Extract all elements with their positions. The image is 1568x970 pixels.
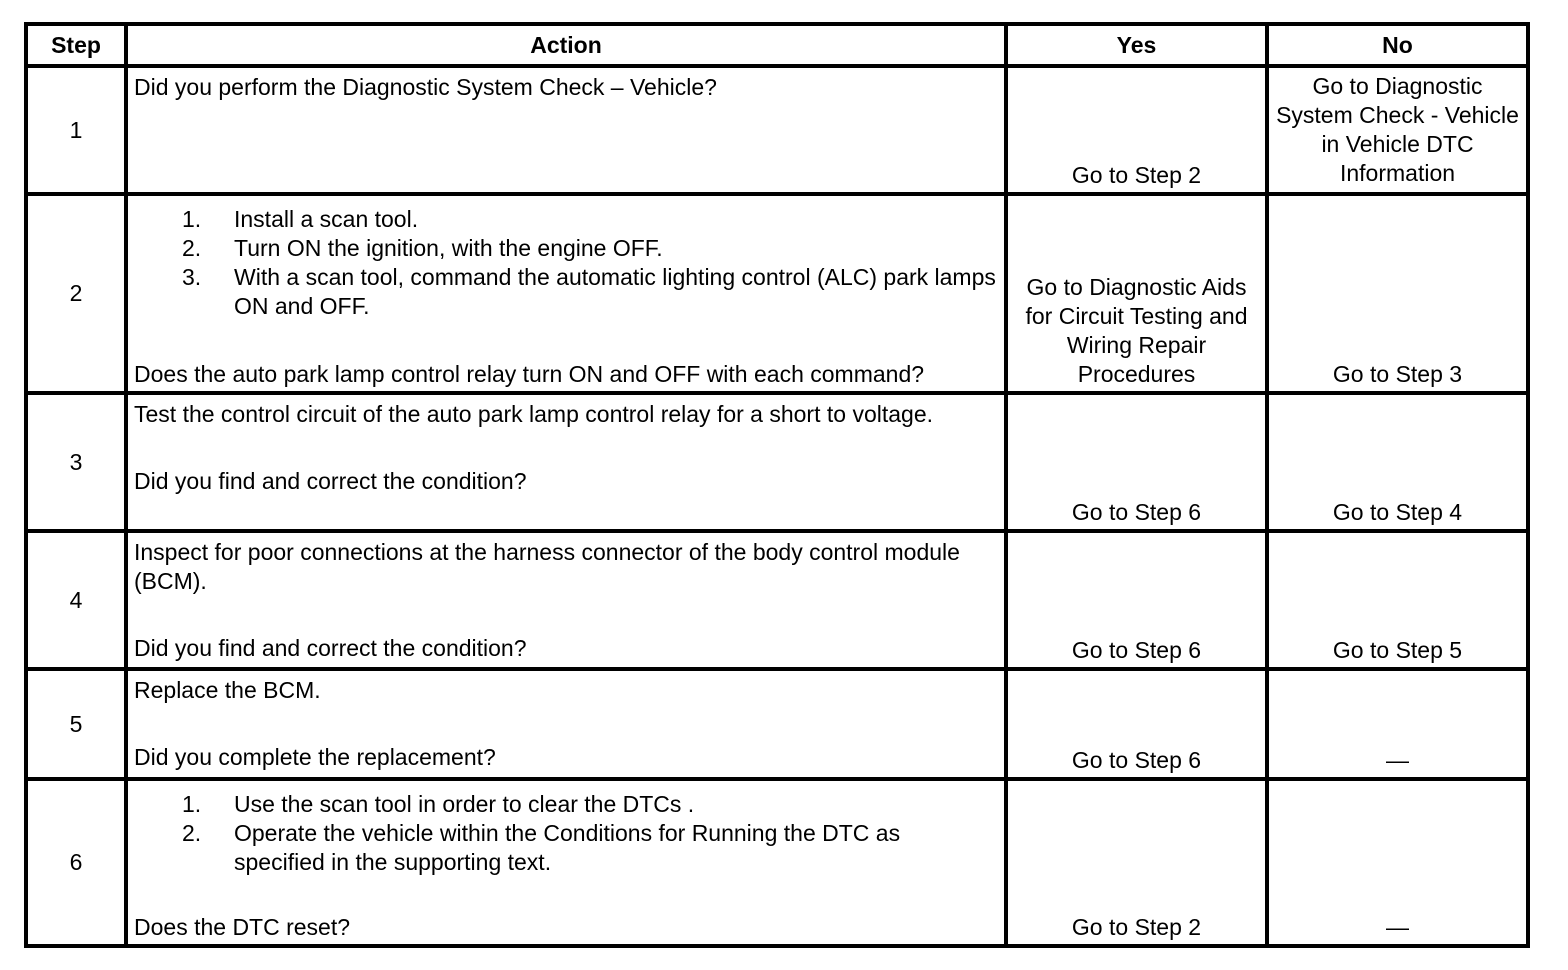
table-row (26, 669, 1528, 779)
diagnostic-table (24, 22, 1530, 948)
header-step: Step (26, 24, 126, 66)
step-number: 1 (26, 66, 126, 194)
list-item-text: Install a scan tool. (234, 206, 419, 232)
no-cell: Go to Diagnostic System Check - Vehicle in Vehicle DTC Information (1267, 66, 1528, 194)
table-row (26, 393, 1528, 531)
action-cell (126, 669, 1006, 779)
action-cell (126, 66, 1006, 194)
list-item-number: 1. (182, 791, 202, 817)
yes-cell: Go to Step 6 (1006, 393, 1267, 531)
list-item-number: 2. (182, 820, 202, 846)
yes-cell: Go to Diagnostic Aids for Circuit Testing and Wiring Repair Procedures (1006, 194, 1267, 393)
yes-cell: Go to Step 6 (1006, 531, 1267, 669)
step-number: 2 (26, 194, 126, 393)
action-text: Did you perform the Diagnostic System Check – Vehicle? (134, 74, 717, 100)
list-item (134, 819, 996, 877)
header-yes: Yes (1006, 24, 1267, 66)
procedure-list (134, 205, 996, 321)
action-cell (126, 779, 1006, 946)
no-cell: Go to Step 5 (1267, 531, 1528, 669)
table-row (26, 779, 1528, 946)
list-item-text: With a scan tool, command the automatic lighting control (ALC) park lamps ON and OFF. (234, 264, 996, 319)
action-text: Test the control circuit of the auto park lamp control relay for a short to voltage. (134, 401, 934, 427)
list-item-text: Turn ON the ignition, with the engine OFF. (234, 235, 663, 261)
action-question: Does the DTC reset? (134, 914, 351, 940)
action-text: Replace the BCM. (134, 677, 321, 703)
action-question: Did you find and correct the condition? (134, 635, 527, 661)
table-row (26, 531, 1528, 669)
no-cell: Go to Step 4 (1267, 393, 1528, 531)
action-text: Inspect for poor connections at the harness connector of the body control module (BCM). (134, 539, 960, 594)
no-cell: Go to Step 3 (1267, 194, 1528, 393)
yes-cell: Go to Step 2 (1006, 779, 1267, 946)
action-cell (126, 531, 1006, 669)
list-item (134, 205, 996, 234)
list-item (134, 263, 996, 321)
header-action: Action (126, 24, 1006, 66)
yes-cell: Go to Step 6 (1006, 669, 1267, 779)
table-row (26, 194, 1528, 393)
yes-cell: Go to Step 2 (1006, 66, 1267, 194)
no-cell: — (1267, 779, 1528, 946)
header-no: No (1267, 24, 1528, 66)
header-row (26, 24, 1528, 66)
action-question: Did you complete the replacement? (134, 744, 496, 770)
action-question: Does the auto park lamp control relay turn ON and OFF with each command? (134, 361, 925, 387)
action-cell (126, 194, 1006, 393)
step-number: 3 (26, 393, 126, 531)
table-row (26, 66, 1528, 194)
list-item-text: Use the scan tool in order to clear the DTCs . (234, 791, 695, 817)
list-item (134, 234, 996, 263)
no-cell: — (1267, 669, 1528, 779)
step-number: 4 (26, 531, 126, 669)
list-item-number: 3. (182, 264, 202, 290)
list-item-number: 1. (182, 206, 202, 232)
list-item-text: Operate the vehicle within the Conditions for Running the DTC as specified in the supporting text. (234, 820, 901, 875)
list-item-number: 2. (182, 235, 202, 261)
list-item (134, 790, 996, 819)
action-question: Did you find and correct the condition? (134, 468, 527, 494)
step-number: 5 (26, 669, 126, 779)
procedure-list (134, 790, 996, 877)
step-number: 6 (26, 779, 126, 946)
action-cell (126, 393, 1006, 531)
